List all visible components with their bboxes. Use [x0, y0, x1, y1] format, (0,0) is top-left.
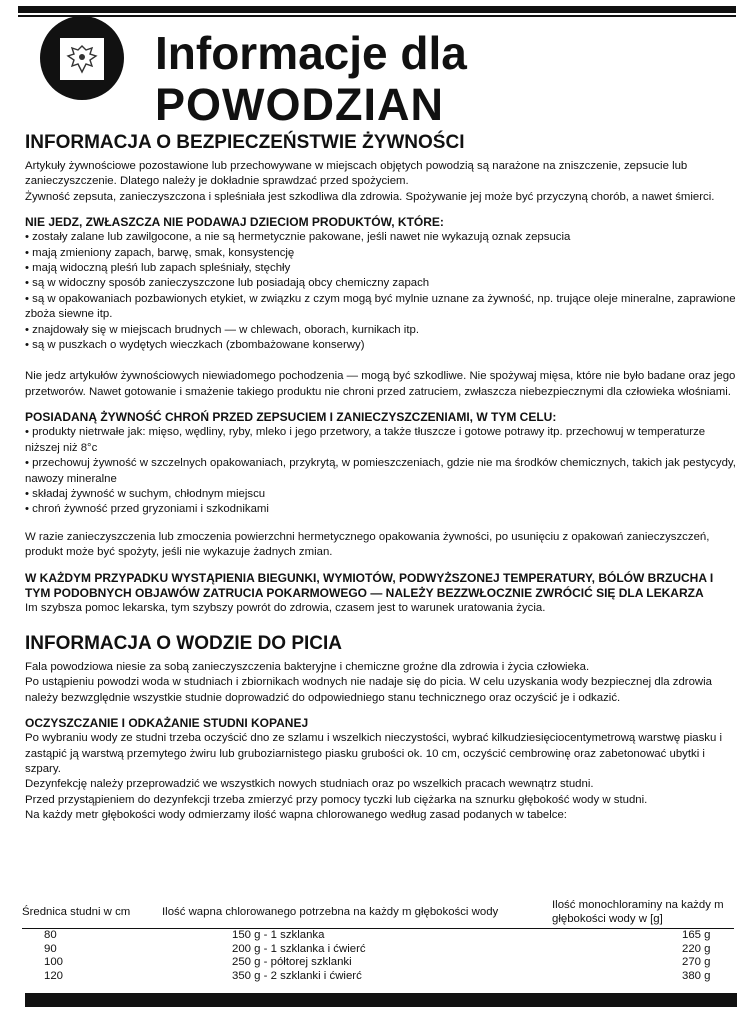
table-cell: 90	[44, 942, 57, 955]
page-title-line1: Informacje dla	[155, 27, 467, 79]
poisoning-warning-note: Im szybsza pomoc lekarska, tym szybszy powrót do zdrowia, czasem jest to warunek uratowania życia.	[25, 601, 546, 614]
list-item: • są w widoczny sposób zanieczyszczone lub posiadają obcy chemiczny zapach	[25, 276, 737, 291]
list-item: • przechowuj żywność w szczelnych opakowaniach, przykrytą, w pomieszczeniach, gdzie nie ma środków chemicznych, takich jak pestycydy, nawozy mineralne	[25, 456, 737, 487]
list-item: • chroń żywność przed gryzoniami i szkodnikami	[25, 502, 737, 517]
dont-eat-list	[25, 230, 737, 353]
column-header: Średnica studni w cm	[22, 898, 162, 929]
food-safety-heading: INFORMACJA O BEZPIECZEŃSTWIE ŻYWNOŚCI	[25, 132, 465, 153]
well-text-3: Przed przystąpieniem do dezynfekcji trzeba zmierzyć przy pomocy tyczki lub ciężarka na sznurku głębokość wody w studni.	[25, 793, 648, 806]
page-title-line2: POWODZIAN	[155, 79, 444, 130]
table-row	[22, 929, 734, 943]
well-cleaning-heading: OCZYSZCZANIE I ODKAŻANIE STUDNI KOPANEJ	[25, 716, 309, 731]
contamination-text: W razie zanieczyszczenia lub zmoczenia powierzchni hermetycznego opakowania żywności, po usunięciu z opakowań zanieczyszczeń, produkt może być spożyty, jeśli nie wykazuje żadnych zmian.	[25, 530, 710, 559]
column-header: Ilość wapna chlorowanego potrzebna na każdy m głębokości wody	[162, 898, 552, 929]
table-cell: 120	[44, 969, 64, 982]
list-item: • mają zmieniony zapach, barwę, smak, konsystencję	[25, 246, 737, 261]
table-cell: 200 g - 1 szklanka i ćwierć	[232, 942, 366, 955]
water-heading: INFORMACJA O WODZIE DO PICIA	[25, 632, 343, 654]
document-body	[25, 131, 737, 824]
table-cell: 250 g - półtorej szklanki	[232, 956, 352, 968]
chlorination-table	[22, 898, 734, 983]
eagle-emblem-icon	[58, 36, 106, 82]
list-item: • znajdowały się w miejscach brudnych — w chlewach, oborach, kurnikach itp.	[25, 323, 737, 338]
table-cell: 80	[44, 929, 57, 941]
food-intro-1: Artykuły żywnościowe pozostawione lub przechowywane w miejscach objętych powodzią są narażone na zniszczenie, zepsucie lub zanieczyszczenie. Dlatego należy je dokładnie sprawdzać przed spożyciem.	[25, 160, 688, 188]
poisoning-warning: W KAŻDYM PRZYPADKU WYSTĄPIENIA BIEGUNKI, WYMIOTÓW, PODWYŻSZONEJ TEMPERATURY, BÓLÓW BRZUCHA I TYM PODOBNYCH OBJAWÓW ZATRUCIA POKARMOWEGO — NALEŻY BEZZWŁOCZNIE ZWRÓCIĆ SIĘ DLA LEKARZA	[25, 570, 714, 600]
table-row	[22, 943, 734, 957]
food-intro-2: Żywność zepsuta, zanieczyszczona i spleśniała jest szkodliwa dla zdrowia. Spożywanie jej może być przyczyną chorób, a nawet śmierci.	[25, 190, 715, 203]
water-intro-1: Fala powodziowa niesie za sobą zanieczyszczenia bakteryjne i chemiczne groźne dla zdrowia i życia człowieka.	[25, 660, 590, 673]
table-cell: 165 g	[682, 929, 711, 941]
well-text-1: Po wybraniu wody ze studni trzeba oczyścić dno ze szlamu i wszelkich nieczystości, wybrać kilkudziesięciocentymetrową warstwę piasku i zastąpić ją warstwą przemytego żwiru lub gruboziarnistego piasku grubości ok. 10 cm, oczyścić cembrowinę oraz zabetonować ubytki i szpary.	[25, 732, 722, 775]
water-intro-2: Po ustąpieniu powodzi woda w studniach i zbiornikach wodnych nie nadaje się do picia. W celu uzyskania wody bezpiecznej dla zdrowia należy bezwzględnie wszystkie studnie doprowadzić do odpowiedniego stanu technicznego oraz oczyścić je i odkazić.	[25, 676, 712, 704]
list-item: • zostały zalane lub zawilgocone, a nie są hermetycznie pakowane, jeśli nawet nie wykazują oznak zepsucia	[25, 230, 737, 245]
table-cell: 100	[44, 956, 64, 968]
list-item: • produkty nietrwałe jak: mięso, wędliny, ryby, mleko i jego przetwory, a także tłuszcze i gotowe potrawy itp. przechowuj w temperaturze niższej niż 8°c	[25, 425, 737, 456]
top-rule-thin	[18, 15, 736, 17]
well-text-4: Na każdy metr głębokości wody odmierzamy ilość wapna chlorowanego według zasad podanych w tabelce:	[25, 809, 567, 822]
table-cell: 270 g	[682, 956, 711, 968]
dont-eat-heading: NIE JEDZ, ZWŁASZCZA NIE PODAWAJ DZIECIOM PRODUKTÓW, KTÓRE:	[25, 215, 444, 230]
list-item: • są w puszkach o wydętych wieczkach (zbombażowane konserwy)	[25, 338, 737, 353]
table-row	[22, 956, 734, 970]
list-item: • składaj żywność w suchym, chłodnym miejscu	[25, 487, 737, 502]
table-cell: 380 g	[682, 969, 711, 982]
table-header-row	[22, 898, 734, 929]
list-item: • mają widoczną pleśń lub zapach spleśniały, stęchły	[25, 261, 737, 276]
well-text-2: Dezynfekcję należy przeprowadzić we wszystkich nowych studniach oraz po wszelkich pracach wewnątrz studni.	[25, 778, 594, 791]
emblem-logo	[40, 16, 124, 100]
column-header: Ilość monochloraminy na każdy m głębokości wody w [g]	[552, 898, 734, 929]
list-item: • są w opakowaniach pozbawionych etykiet, w związku z czym mogą być mylnie uznane za żywność, np. trujące oleje mineralne, zaprawione zboża siewne itp.	[25, 292, 737, 323]
protect-food-heading: POSIADANĄ ŻYWNOŚĆ CHROŃ PRZED ZEPSUCIEM I ZANIECZYSZCZENIAMI, W TYM CELU:	[25, 410, 557, 425]
bottom-rule	[25, 993, 737, 1007]
top-rule	[18, 6, 736, 13]
table-cell: 150 g - 1 szklanka	[232, 929, 325, 941]
table-cell: 220 g	[682, 942, 711, 955]
protect-food-list	[25, 425, 737, 517]
table-row	[22, 970, 734, 984]
table-cell: 350 g - 2 szklanki i ćwierć	[232, 969, 362, 982]
unknown-origin-text: Nie jedz artykułów żywnościowych niewiadomego pochodzenia — mogą być szkodliwe. Nie spożywaj mięsa, które nie było badane oraz jego przetworów. Nawet gotowanie i smażenie takiego produktu nie chroni przed zatruciem, zwłaszcza niebezpiecznymi dla człowieka włośniami.	[25, 370, 736, 398]
